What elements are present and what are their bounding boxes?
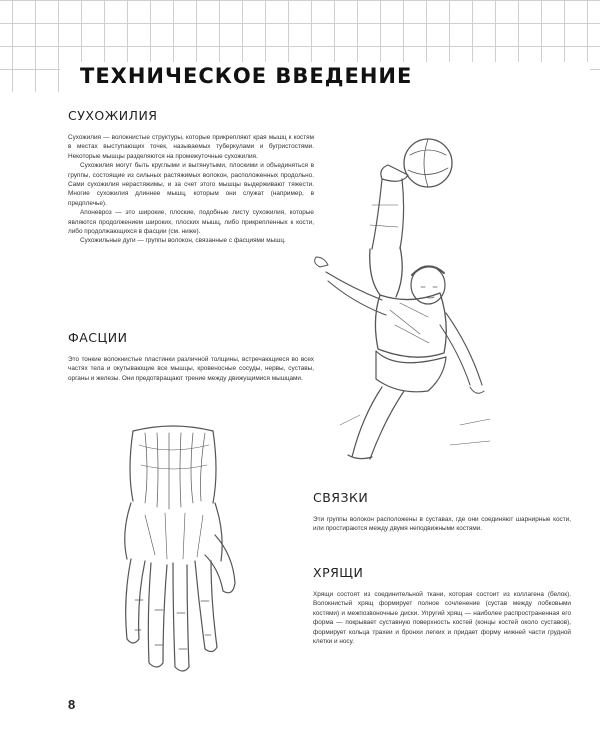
paragraph: Сухожильные дуги — группы волокон, связанные с фасциями мышц. (80, 237, 286, 245)
paragraph: Это тонкие волокнистые пластинки различной толщины, встречающиеся во всех частях тела и окутывающие все мышцы, кровеносные сосуды, нервы, суставы, органы и железы. Они предотвращают трение между движущимися мышцами. (68, 356, 314, 382)
paragraph: Сухожилия — волокнистые структуры, которые прикрепляют края мышц к костям в местах выступающих точек, называемых туберкулами и бугристостями. Некоторые мышцы разделяются на промежуточные сухожилия. (68, 134, 314, 160)
section-tendons (68, 108, 314, 246)
section-heading: ФАСЦИИ (68, 330, 128, 345)
paragraph: Сухожилия могут быть круглыми и вытянутыми, плоскими и объединяться в группы, состоящие из сильных растяжимых волокон, расположенных продольно. Сами сухожилия нерастяжимы, и за счет этого мышцы выдерживают тяжести. Многие сухожилия длиннее мышц, которым они служат (например, в предплечье). (68, 162, 314, 207)
section-ligaments (313, 490, 571, 534)
section-cartilage (313, 565, 571, 646)
section-heading: СВЯЗКИ (313, 490, 369, 505)
section-heading: ХРЯЩИ (313, 565, 364, 580)
page-number: 8 (68, 697, 76, 712)
section-fascia (68, 330, 314, 383)
section-heading: СУХОЖИЛИЯ (68, 108, 158, 123)
paragraph: Эти группы волокон расположены в суставах, где они соединяют шарнирные кости, или простираются между двумя неподвижными костями. (313, 516, 571, 533)
page-title: ТЕХНИЧЕСКОЕ ВВЕДЕНИЕ (80, 64, 413, 88)
paragraph: Апоневроз — это широкие, плоские, подобные листу сухожилия, которые являются продолжением широких, плоских мышц, либо прикрепленных к кости, либо продолжающихся в фасции (см. ниже). (68, 209, 314, 236)
paragraph: Хрящи состоят из соединительной ткани, которая состоит из коллагена (белок). Волокнистый хрящ формирует полное сочленение (сустав между лобковыми костями) и межпозвоночные диски. Упругий хрящ — наиболее распространенная его форма — покрывает суставную поверхность костей (концы костей около суставов), формирует кольца трахеи и бронхи легких и придает форму нижней части грудной клетки и носу. (313, 591, 571, 646)
